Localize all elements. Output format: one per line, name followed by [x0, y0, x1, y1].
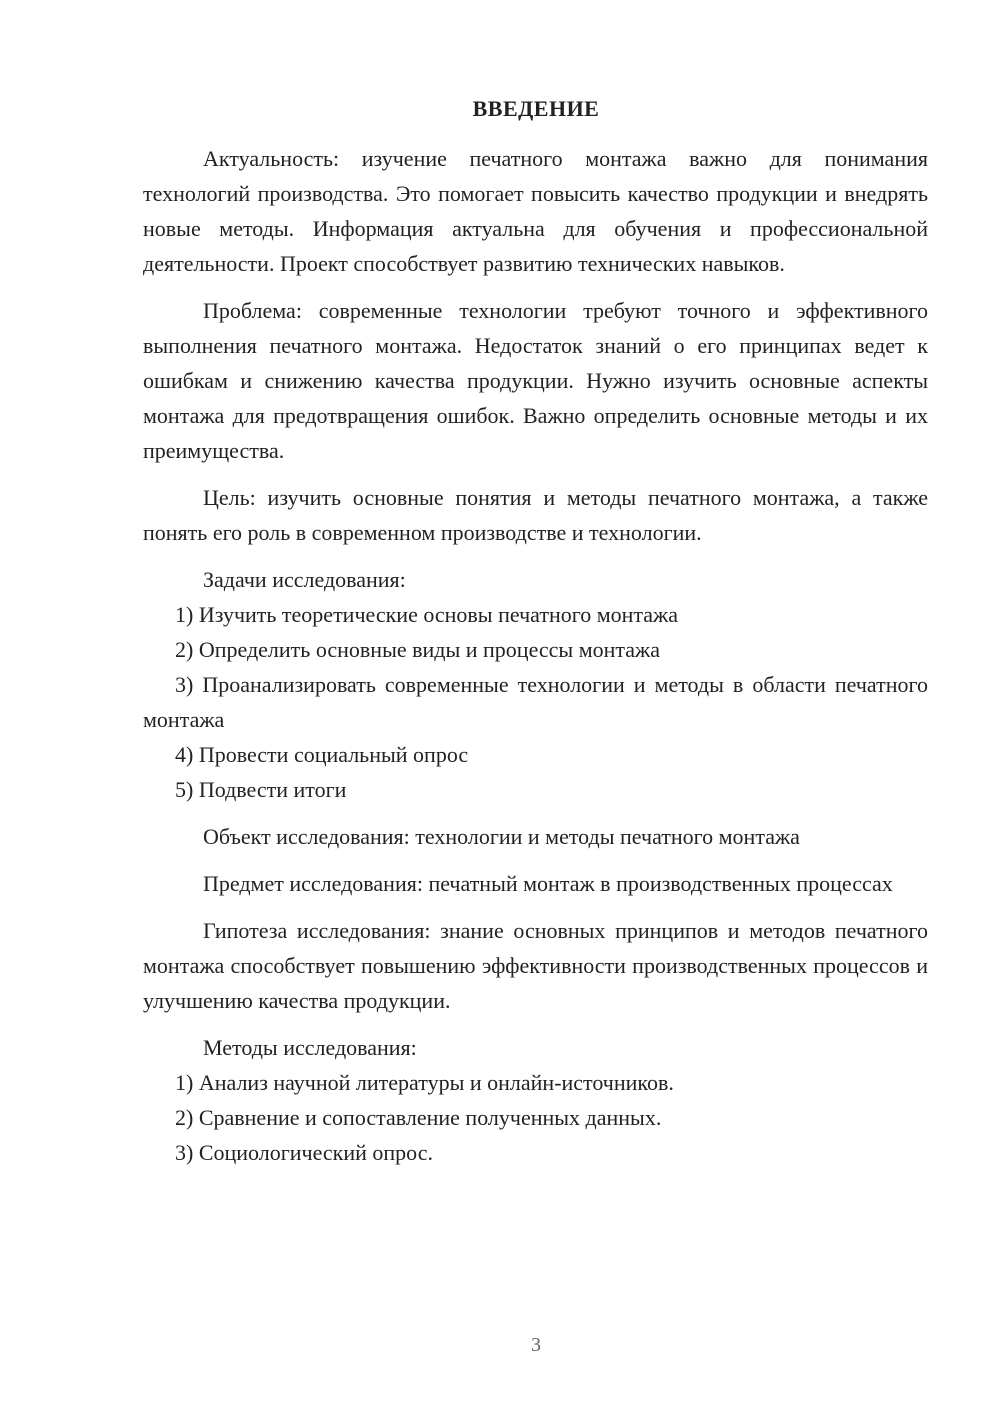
problem-paragraph: Проблема: современные технологии требуют точного и эффективного выполнения печатного монтажа. Недостаток знаний о его принципах ведет к ошибкам и снижению качества продукции. Нужно изучить основные аспекты монтажа для предотвращения ошибок. Важно определить основные методы и их преимущества.	[143, 298, 928, 463]
tasks-heading: Задачи исследования:	[203, 567, 406, 592]
method-item: 1) Анализ научной литературы и онлайн-источников.	[175, 1070, 674, 1095]
subject-paragraph: Предмет исследования: печатный монтаж в производственных процессах	[203, 871, 893, 896]
task-item: 4) Провести социальный опрос	[175, 742, 469, 767]
task-item: 3) Проанализировать современные технологии и методы в области печатного монтажа	[143, 672, 928, 732]
page-number: 3	[531, 1334, 541, 1356]
goal-paragraph: Цель: изучить основные понятия и методы печатного монтажа, а также понять его роль в современном производстве и технологии.	[143, 485, 928, 545]
task-item: 2) Определить основные виды и процессы монтажа	[175, 637, 660, 662]
task-item: 1) Изучить теоретические основы печатного монтажа	[175, 602, 679, 627]
methods-heading: Методы исследования:	[203, 1035, 417, 1060]
page-title: ВВЕДЕНИЕ	[472, 96, 600, 121]
hypothesis-paragraph: Гипотеза исследования: знание основных принципов и методов печатного монтажа способствует повышению эффективности производственных процессов и улучшению качества продукции.	[143, 918, 928, 1013]
object-paragraph: Объект исследования: технологии и методы печатного монтажа	[203, 824, 800, 849]
document-body	[143, 141, 928, 1170]
task-item: 5) Подвести итоги	[175, 777, 347, 802]
method-item: 3) Социологический опрос.	[175, 1140, 433, 1165]
method-item: 2) Сравнение и сопоставление полученных данных.	[175, 1105, 662, 1130]
relevance-paragraph: Актуальность: изучение печатного монтажа важно для понимания технологий производства. Это помогает повысить качество продукции и внедрять новые методы. Информация актуальна для обучения и профессиональной деятельности. Проект способствует развитию технических навыков.	[143, 146, 928, 276]
